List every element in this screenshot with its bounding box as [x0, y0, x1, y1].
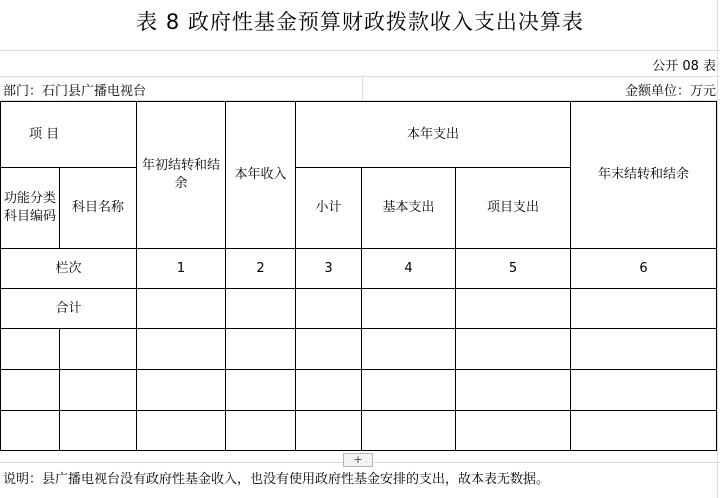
- table-cell[interactable]: [1, 370, 60, 411]
- table-cell[interactable]: [362, 329, 456, 370]
- table-cell[interactable]: [137, 370, 226, 411]
- header-income: 本年收入: [226, 102, 296, 249]
- table-cell[interactable]: [296, 411, 362, 451]
- table-code: 公开 08 表: [652, 59, 716, 74]
- header-begin-balance: [137, 102, 226, 249]
- table-cell[interactable]: [456, 370, 571, 411]
- header-subject-name: 科目名称: [60, 168, 137, 249]
- table-cell[interactable]: [296, 329, 362, 370]
- footnote: 说明：县广播电视台没有政府性基金收入，也没有使用政府性基金安排的支出，故本表无数据。: [3, 472, 550, 487]
- table-cell[interactable]: [1, 411, 60, 451]
- table-cell[interactable]: [571, 329, 717, 370]
- gridline: [0, 76, 720, 77]
- total-cell[interactable]: [137, 289, 226, 329]
- col-index-label: 栏次: [1, 249, 137, 289]
- col-index-cell: 3: [296, 249, 362, 289]
- table-cell[interactable]: [296, 370, 362, 411]
- table-cell[interactable]: [571, 411, 717, 451]
- header-func-code-text: 功能分类科目编码: [3, 191, 56, 224]
- expand-rows-button[interactable]: +: [343, 453, 373, 467]
- table-cell[interactable]: [362, 411, 456, 451]
- header-func-code: [1, 168, 60, 249]
- table-cell[interactable]: [571, 370, 717, 411]
- total-cell[interactable]: [362, 289, 456, 329]
- table-cell[interactable]: [137, 329, 226, 370]
- total-cell[interactable]: [571, 289, 717, 329]
- col-index-cell: 2: [226, 249, 296, 289]
- header-basic: 基本支出: [362, 168, 456, 249]
- table-row: [1, 329, 717, 370]
- table-cell[interactable]: [362, 370, 456, 411]
- report-title: 表 8 政府性基金预算财政拨款收入支出决算表: [136, 10, 584, 34]
- table-cell[interactable]: [60, 411, 137, 451]
- table-cell[interactable]: [226, 329, 296, 370]
- table-cell[interactable]: [60, 329, 137, 370]
- header-item: 项 目: [1, 102, 137, 168]
- total-cell[interactable]: [226, 289, 296, 329]
- table-cell[interactable]: [226, 370, 296, 411]
- gridline: [717, 0, 718, 498]
- table-cell[interactable]: [456, 411, 571, 451]
- table-cell[interactable]: [60, 370, 137, 411]
- header-begin-balance-text: 年初结转和结余: [142, 158, 221, 191]
- table-cell[interactable]: [226, 411, 296, 451]
- table-row: [1, 370, 717, 411]
- gridline: [362, 76, 363, 100]
- column-index-row: [1, 249, 717, 289]
- total-row: [1, 289, 717, 329]
- unit-label: 金额单位：万元: [624, 84, 716, 99]
- header-end-balance: 年末结转和结余: [571, 102, 717, 249]
- total-label: 合计: [1, 289, 137, 329]
- gridline: [0, 50, 720, 51]
- department-label: 部门：石门县广播电视台: [3, 84, 147, 99]
- col-index-cell: 4: [362, 249, 456, 289]
- table-cell[interactable]: [1, 329, 60, 370]
- total-cell[interactable]: [456, 289, 571, 329]
- budget-table: [0, 101, 717, 451]
- col-index-cell: 1: [137, 249, 226, 289]
- table-cell[interactable]: [137, 411, 226, 451]
- header-subtotal: 小计: [296, 168, 362, 249]
- col-index-cell: 5: [456, 249, 571, 289]
- table-cell[interactable]: [456, 329, 571, 370]
- header-expense: 本年支出: [296, 102, 571, 168]
- total-cell[interactable]: [296, 289, 362, 329]
- header-project: 项目支出: [456, 168, 571, 249]
- col-index-cell: 6: [571, 249, 717, 289]
- table-row: [1, 411, 717, 451]
